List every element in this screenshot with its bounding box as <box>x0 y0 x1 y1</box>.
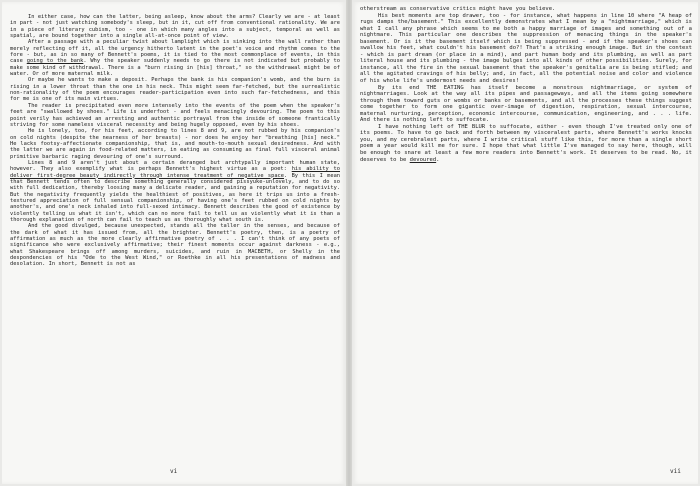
paragraph <box>360 13 692 85</box>
text-run: . Why the speaker suddenly needs to go there is not indicated but probably to make some kind of withdrawal. There is a "burn rising in [his] throat," so the withdrawal might be of water. Or of more maternal milk. <box>10 58 340 78</box>
right-page-number: vii <box>670 468 681 475</box>
text-run: I have nothing left of THE BLUR to suffocate, either - even though I've treated only one of its poems. To have to go back and forth between my visceralest parts, where Bennett's works knocks you, and my cerebralest parts, where I write critical stuff like this, for more than a single short poem a year would kill me for sure. I hope that what little I've managed to say here, though, will be enough to snare at least a few more readers into Bennett's work. It deserves to be read. No, it deserves to be <box>360 123 692 163</box>
text-run: By its end THE EATING has itself become a monstrous nightmarriage, or system of nightmarriages. Look at the way all its pipes and passageways, and all the items going somewhere through them toward guts or wombs or banks or basements, and all the processes these things suggest come together to form one gigantic over-image of digestion, respiration, sexual intercourse, maternal nurturing, perception, economic intercourse, communication, engineering, and . . . life. And there is nothing left to suffocate. <box>360 84 692 124</box>
text-run: In either case, how can the latter, being asleep, know about the arms? Clearly we are - at least in part - not just watching somebody's sleep, but in it, cut off from conventional rationality. We are in a piece of literary cubism, too - one in which many angles into a subject, temporal as well as spatial, are bound together into a single all-at-once point of view. <box>10 14 340 40</box>
text-run: . <box>436 156 440 163</box>
text-run: The reader is precipitated even more intensely into the events of the poem when the speaker's feet are "swallowed by shoes." Life is underfoot - and feels menacingly devouring. The poem to this point verily has achieved an arresting and authentic portrayal from the inside of someone frantically striving for some nameless visceral necessity and being hugely opposed, even by his shoes. <box>10 102 340 128</box>
left-page-number: vi <box>170 468 178 475</box>
paragraph <box>360 85 692 124</box>
text-run: otherstream as conservative critics might have you believe. <box>360 6 556 12</box>
paragraph <box>10 14 340 39</box>
underlined-phrase: devoured <box>409 156 437 163</box>
text-run: Lines 8 and 9 aren't just about a certain deranged but archtypally important human state, however. They also exemplify what is perhaps Bennett's highest virtue as a poet: <box>10 159 340 173</box>
left-page-body <box>10 14 340 268</box>
text-run: Or maybe he wants to make a deposit. Perhaps the bank is his companion's womb, and the burn is rising in a lower throat than the one in his neck. This might seem far-fetched, but the surrealistic non-rationality of the poem encourages reader-participation even into such far-fetchedness, and this for me is one of its main virtues. <box>10 77 340 103</box>
right-page <box>352 2 698 484</box>
paragraph <box>10 128 340 160</box>
text-run: After a passage with a peculiar twist about lamplight which is sinking into the wall rather than merely reflecting off it, all the urgency hitherto latent in the poet's voice and rhythm comes to the fore - but, as in so many of Bennett's poems, it is tied to the most commonplace of events, in this case <box>10 39 340 65</box>
text-run: And the good divulged, because unexpected, stands all the taller in the senses, and because of the dark of what it has issued from, all the brighter. Bennett's poetry, then, is a poetry of affirmation as much as the more clearly affirmative poetry of . . . I can't think of any poets of significance who were exclusively affirmative; their finest moments occur against darkness - e.g., what Shakespeare brings off among murders, suicides, and ruin in MACBETH, or Shelly in the despondencies of his "Ode to the West Wind," or Roethke in all his presentations of madness and desolation. In short, Bennett is not as <box>10 223 340 268</box>
text-run: . By this I mean that Bennett tends often to describe something generally considered pissyuke-unlovely, and to do so with full dedication, thereby loosing many a delicate reader, and gaining a reputation for negativity. But the negativity frequently yields the healthiest of positives, as here it trips us into a fresh-textured appreciation of full sensual companionship, of having one's feet rubbed on cold nights by another's, and one's neck inhaled into full-sexed intimacy. Bennett describes the good of existence by violently telling us what it isn't, which can no more fail to tell us as violently what it is than a thorough explanation of north can fail to teach us as thoroughly what south is. <box>10 172 340 223</box>
text-run: His best moments are top drawer, too - for instance, what happens in line 10 where "A heap of rugs damps the/basement." This excellently demonstrates what I mean by a "nightmarriage," which is what I call any phrase which seems to me both a happy marriage of images and something out of a nightmare. This particular one describes the suppression of menacing things in the speaker's basement. Or is it the basement itself which is being suppressed - and if the speaker's shoes can swallow his feet, what couldn't his basement do?! That's a striking enough image. But in the context - which is part dream (or place in a mind), and part human body and its plumbing, as well as part literal house and its plumbing - the image bulges into all kinds of other possibilities. Surely, for instance, all the fire in the sexual basement that the speaker's genitalia are is being stifled; and all the agitated cravings of his belly; and, in fact, all the potential noise and color and violence of his whole life's undermost needs and desires! <box>360 12 692 85</box>
paragraph <box>10 103 340 128</box>
text-run: He is lonely, too, for his feet, according to lines 8 and 9, are not rubbed by his companion's on cold nights (despite the nearness of her breasts) - nor does he enjoy her "breathing [his] neck." He lacks footsy-affectionate companionship, that is, and mouth-to-mouth sexual desiredness. And with the latter we are again in food-related matters, in eating as consuming as final full visceral animal primitive barbaric raging devouring of one's surround. <box>10 128 340 160</box>
underlined-phrase: going to the bank <box>26 58 84 65</box>
paragraph <box>10 39 340 77</box>
underlined-phrase: his ability to deliver first-degree beauty indirectly through intense treatment of negative space <box>10 166 340 179</box>
right-page-body <box>360 6 692 163</box>
paragraph <box>10 160 340 223</box>
paragraph <box>10 77 340 102</box>
left-page <box>2 2 346 484</box>
paragraph <box>360 124 692 163</box>
paragraph <box>10 223 340 267</box>
